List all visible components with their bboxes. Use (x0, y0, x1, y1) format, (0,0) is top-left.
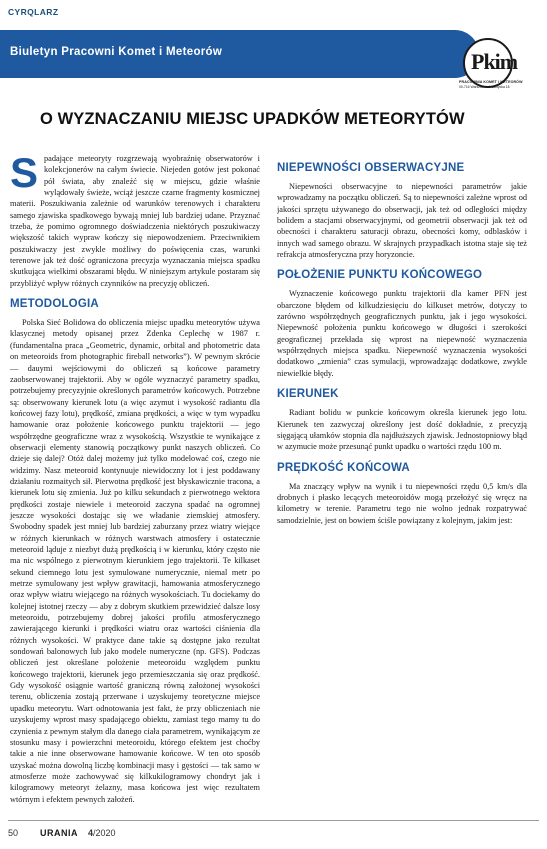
footer-rule (8, 820, 539, 821)
logo-wordmark: Pkim (471, 49, 518, 74)
drop-cap: S (10, 149, 39, 196)
page-footer (0, 820, 547, 849)
logo-line-2: 00-716 Warszawa ul. Bartycka 18 (459, 85, 510, 89)
issue-bold: 4 (88, 828, 94, 838)
section-heading-metodologia: METODOLOGIA (10, 298, 99, 311)
intro-paragraph (10, 149, 260, 289)
issue-number (88, 828, 116, 838)
pkim-logo (457, 34, 541, 96)
article-title: O WYZNACZANIU MIEJSC UPADKÓW METEORYTÓW (40, 110, 465, 128)
banner-title: Biuletyn Pracowni Komet i Meteorów (10, 46, 223, 58)
bulletin-banner (0, 30, 479, 78)
section-text-1: Niepewności obserwacyjne to niepewności parametrów jakie wprowadzamy na początku obliczeń. Są to niepewności zależne wprost od jakości sprzętu używanego do obserwacji, jak też od odległości między bolidem a stacjami obserwacyjnymi, od geometrii obserwacji jak też od obecności i charakteru saturacji obrazu, obecności komy, odblasków i innych wad samego obrazu. W skrajnych przypadkach istotna staje się też refrakcja atmosferyczna przy horyzoncie. (277, 182, 527, 260)
section-text-4: Ma znaczący wpływ na wynik i tu niepewności rzędu 0,5 km/s dla drobnych i płasko lecących meteoroidów mogą przełożyć się wręcz na kilometry w terenie. Parametru tego nie wolno jednak rozpatrywać samodzielnie, jest on bowiem ściśle powiązany z kolejnym, jakim jest: (277, 481, 527, 525)
section-heading-2: POŁOŻENIE PUNKTU KOŃCOWEGO (277, 269, 483, 282)
page-number: 50 (8, 828, 19, 838)
section-heading-3: KIERUNEK (277, 388, 339, 401)
section-text-3: Radiant bolidu w punkcie końcowym określa kierunek jego lotu. Kierunek ten zazwyczaj określony jest dość dokładnie, z precyzją sięgającą ułamków stopnia dla najdłuższych zjawisk. Jednostopniowy błąd w azymucie może przesunąć punkt upadku o wartości rzędu 100 m. (277, 408, 527, 452)
column-right (277, 153, 527, 813)
section-tag: CYRQLARZ (8, 7, 59, 17)
logo-line-1: PRACOWNIA KOMET I METEORÓW (459, 80, 523, 84)
column-left (10, 149, 260, 805)
magazine-name: URANIA (40, 828, 78, 838)
section-text-2: Wyznaczenie końcowego punktu trajektorii dla kamer PFN jest obarczone błędem od kilkudziesięciu do kilkuset metrów, dotyczy to zarówno współrzędnych geograficznych punktu, jak i jego wysokości. Niepewność położenia punktu końcowego w długości i szerokości geograficznej przekłada się wprost na niepewność wyznaczenia współrzędnych miejsca spadku. Niepewność wyznaczenia wysokości dodatkowo „zmienia” czas symulacji, wprowadzając dodatkowe, zwykle niewielkie błędy. (277, 289, 527, 378)
section-heading-1: NIEPEWNOŚCI OBSERWACYJNE (277, 162, 465, 174)
intro-text: padające meteoryty rozgrzewają wyobraźnię obserwatorów i kolekcjonerów na całym świecie. Niejeden gotów jest pokonać pół świata, aby znaleźć się w miejscu, gdzie właśnie wylądowały świeże, wciąż jeszcze czarne fragmenty kosmicznej materii. Poszukiwania zależnie od warunków terenowych i charakteru samego zjawiska spadkowego bywają mniej lub bardziej udane. Przyznać trzeba, że pomimo ogromnego doświadczenia niektórych poszukiwaczy większość takich wypraw kończy się niepowodzeniem. Przeciwnikiem poszukiwaczy jest zwykle możliwy do poświęcenia czas, warunki terenowe jak też dość ograniczona precyzja wyznaczania miejsca spadku skutkująca wielkimi obszarami błędu. W niniejszym artykule postaram się przybliżyć wpływ różnych czynników na precyzję obliczeń. (10, 154, 260, 288)
issue-year: /2020 (93, 828, 116, 838)
section-text-metodologia: Polska Sieć Bolidowa do obliczenia miejsc upadku meteorytów używa klasycznej metody opisanej przez Zdenka Ceplechę w 1987 r. (fundamentalna praca „Geometric, dynamic, orbital and photometric data on meteoroids from photographic fireball networks”). W pewnym skrócie — dauymi wejściowymi do obliczeń są końcowe parametry zaobserwowanej trajektorii. Aby w ogóle wyznaczyć parametry spadku, potrzebujemy precyzyjnie określonych parametrów końcowych. Potrzebne są: obserwowany kierunek lotu (a więc azymut i wysokość radiantu dla końcowej fazy lotu), prędkość, zmiana prędkości, a więc w tym wypadku hamowanie oraz położenie końcowego punktu trajektorii — jego współrzędne geograficzne wraz z wysokością. Wszystkie te wynikające z obserwacji elementy stanowią początkowy punkt naszych obliczeń. Co dzieje się dalej? Otóż dalej możemy już tylko modelować coś, czego nie widzimy. Nasz meteoroid kontynuuje niewidoczny lot i jest poddawany działaniu rozmaitych sił. Pierwotna prędkość jest błyskawicznie tracona, a kierunek lotu się zmienia. Już po kilku sekundach z pierwotnego wektora prędkości zostaje niewiele i meteoroid zaczyna spadać na ogromnej jeszcze wysokości dostając się we władanie ziemskiej atmosfery. Swobodny spadek jest mniej lub bardziej zaburzany przez wiatry wiejące w różnych kierunkach w różnych warstwach atmosfery i ostatecznie meteoroid ląduje z niezbyt dużą prędkością i w kierunku, który często nie ma nic wspólnego z pierwotnym kierunkiem jego trajektorii. Te kilkaset sekund ciemnego lotu jest symulowane numerycznie, niemal metr po metrze symulowany jest wpływ grawitacji, hamowania atmosferycznego oraz wpływ wiatru wiejącego na różnych wysokościach. Tu dociekamy do kolejnej istotnej rzeczy — aby z dobrym skutkiem przewidzieć dalsze losy meteoroidu, potrzebujemy dobrej jakości profilu atmosferycznego zawierającego kierunki i prędkości wiatru oraz wartości ciśnienia dla różnych wysokości. W praktyce dane takie są dostępne jako rezultat sondowań balonowych lub jako modele numeryczne (np. GFS). Podczas obliczeń jest określane położenie meteoroidu względem punktu końcowego trajektorii, kierunek jego przemieszczania się oraz prędkość. Gdy wysokość osiągnie wartość graniczną równą założonej wysokości terenu, obliczenia zostają przerwane i uzyskujemy teoretyczne miejsce upadku meteorytu. Wart odnotowania jest fakt, że przy obliczeniach nie uzyskujemy wprost masy spadającego obiektu, zamiast tego mamy tu do czynienia z pewnym stałym dla danego ciała parametrem, wynikającym ze stosunku masy i powierzchni meteoroidu, którego efektem jest choćby takie a nie inne obserwowane hamowanie końcowe. W ten oto sposób uzyskać można dowolną liczbę kombinacji masy i gęstości — tak samo w atmosferze może zachowywać się kilkukilogramowy chondryt jak i kilogramowy meteoryt żelazny, masa końcowa jest więc rezultatem wtórnym i efektem pewnych założeń. (10, 318, 260, 804)
section-heading-4: PRĘDKOŚĆ KOŃCOWA (277, 461, 410, 474)
